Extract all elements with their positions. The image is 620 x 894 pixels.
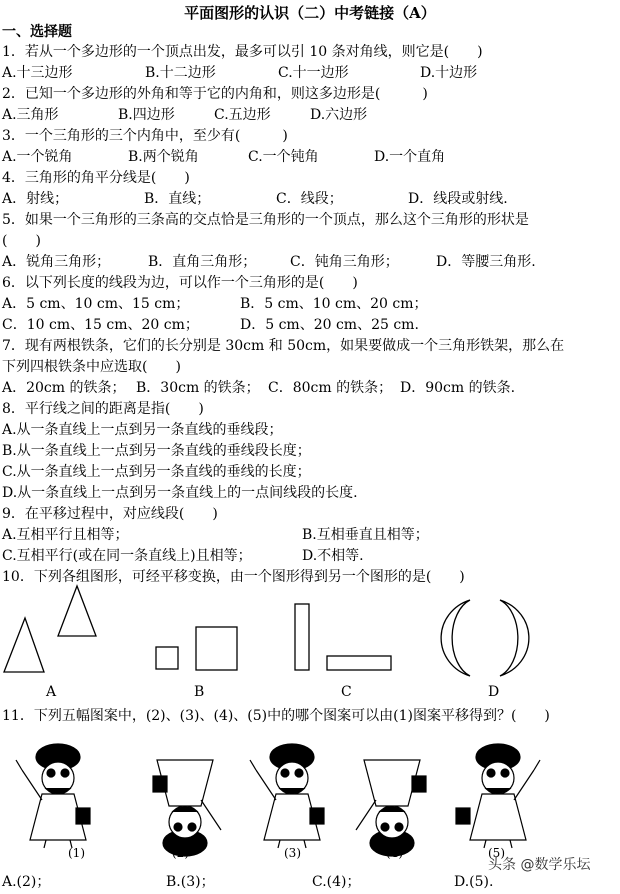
q9-option-c: C.互相平行(或在同一条直线上)且相等； <box>2 548 252 564</box>
q6-option-c: C．10 cm、15 cm、20 cm； <box>2 317 199 333</box>
q5-option-c: C．钝角三角形； <box>290 254 399 270</box>
question-5: 5．如果一个三角形的三条高的交点恰是三角形的一个顶点，那么这个三角形的形状是 <box>2 212 529 228</box>
q1-option-c: C.十一边形 <box>278 65 349 81</box>
q8-option-c: C.从一条直线上一点到另一条直线的垂线的长度； <box>2 464 311 480</box>
question-4: 4．三角形的角平分线是( ) <box>2 170 190 186</box>
q11-caption-2: (2) <box>172 846 189 860</box>
q10-label-c: C <box>341 684 352 700</box>
watermark: 头条 @数学乐坛 <box>488 857 591 873</box>
q11-option-c: C.(4)； <box>312 874 361 890</box>
q5-option-a: A．锐角三角形； <box>2 254 111 270</box>
q7-option-a: A．20cm 的铁条； <box>2 380 126 396</box>
q5-option-d: D．等腰三角形. <box>436 254 536 270</box>
question-11: 11．下列五幅图案中，(2)、(3)、(4)、(5)中的哪个图案可以由(1)图案平移得到？( ) <box>2 708 550 724</box>
q3-option-d: D.一个直角 <box>374 149 446 165</box>
q11-figure-1 <box>16 744 90 848</box>
q10-label-d: D <box>488 684 500 700</box>
page-title: 平面图形的认识（二）中考链接（A） <box>184 4 436 22</box>
q3-option-a: A.一个锐角 <box>2 149 73 165</box>
section-heading: 一、选择题 <box>2 24 72 40</box>
q11-caption-4: (4) <box>386 846 403 860</box>
q10-d-crescents <box>441 600 529 676</box>
q7-option-d: D．90cm 的铁条. <box>400 380 516 396</box>
q11-figure-2 <box>153 760 221 856</box>
q2-option-a: A.三角形 <box>2 107 59 123</box>
question-6: 6．以下列长度的线段为边，可以作一个三角形的是( ) <box>2 275 358 291</box>
q2-option-d: D.六边形 <box>310 107 368 123</box>
question-10: 10．下列各组图形，可经平移变换，由一个图形得到另一个图形的是( ) <box>2 569 465 585</box>
q11-caption-1: (1) <box>68 846 85 860</box>
q10-c-rectangles <box>295 604 391 670</box>
q6-option-b: B．5 cm、10 cm、20 cm； <box>240 296 428 312</box>
q11-option-b: B.(3)； <box>166 874 215 890</box>
q11-caption-5: (5) <box>488 846 505 860</box>
question-8: 8．平行线之间的距离是指( ) <box>2 401 204 417</box>
q8-option-b: B.从一条直线上一点到另一条直线的垂线段长度； <box>2 443 311 459</box>
q10-label-a: A <box>46 684 57 700</box>
q11-option-a: A.(2)； <box>2 874 51 890</box>
question-7: 7．现有两根铁条，它们的长分别是 30cm 和 50cm，如果要做成一个三角形铁架，那么在 <box>2 338 565 354</box>
q7-option-b: B．30cm 的铁条； <box>136 380 260 396</box>
question-1: 1．若从一个多边形的一个顶点出发，最多可以引 10 条对角线，则它是( ) <box>2 44 483 60</box>
q4-option-d: D．线段或射线. <box>408 191 508 207</box>
q8-option-a: A.从一条直线上一点到另一条直线的垂线段； <box>2 422 283 438</box>
q10-b-squares <box>156 627 237 670</box>
q11-caption-3: (3) <box>284 846 301 860</box>
question-7-cont: 下列四根铁条中应选取( ) <box>2 359 181 375</box>
q1-option-d: D.十边形 <box>420 65 478 81</box>
q10-a-triangles <box>4 586 96 672</box>
q11-option-d: D.(5). <box>454 874 494 890</box>
q4-option-a: A．射线； <box>2 191 69 207</box>
question-9: 9．在平移过程中，对应线段( ) <box>2 506 218 522</box>
q7-option-c: C．80cm 的铁条； <box>268 380 393 396</box>
q10-label-b: B <box>194 684 205 700</box>
q4-option-c: C．线段； <box>276 191 343 207</box>
q8-option-d: D.从一条直线上一点到另一条直线上的一点间线段的长度. <box>2 485 358 501</box>
q3-option-c: C.一个钝角 <box>248 149 319 165</box>
question-5-bracket: ( ) <box>2 233 41 249</box>
q6-option-d: D．5 cm、20 cm、25 cm. <box>240 317 419 333</box>
q2-option-c: C.五边形 <box>214 107 271 123</box>
q5-option-b: B．直角三角形； <box>148 254 257 270</box>
question-3: 3．一个三角形的三个内角中，至少有( ) <box>2 128 288 144</box>
q3-option-b: B.两个锐角 <box>128 149 199 165</box>
q1-option-b: B.十二边形 <box>145 65 216 81</box>
q9-option-d: D.不相等. <box>302 548 364 564</box>
q4-option-b: B．直线； <box>144 191 211 207</box>
q2-option-b: B.四边形 <box>118 107 175 123</box>
q1-option-a: A.十三边形 <box>2 65 73 81</box>
q6-option-a: A．5 cm、10 cm、15 cm； <box>2 296 190 312</box>
q11-figure-4 <box>356 760 426 856</box>
q11-figure-5 <box>456 744 540 848</box>
q9-option-b: B.互相垂直且相等； <box>302 527 429 543</box>
question-2: 2．已知一个多边形的外角和等于它的内角和，则这多边形是( ) <box>2 86 428 102</box>
q9-option-a: A.互相平行且相等； <box>2 527 129 543</box>
q11-figure-3 <box>250 744 324 848</box>
